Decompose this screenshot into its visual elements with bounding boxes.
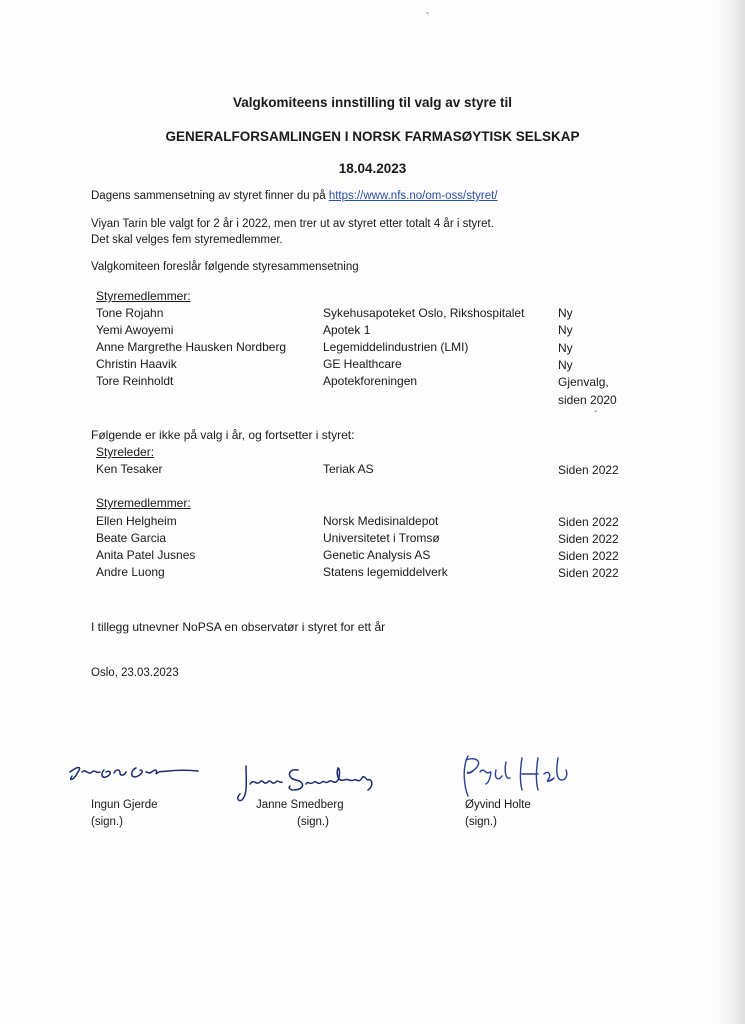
composition-link[interactable]: https://www.nfs.no/om-oss/styret/ [328, 190, 498, 202]
member-name: Anita Patel Jusnes [96, 548, 196, 562]
composition-line [91, 190, 498, 202]
member-name: Ellen Helgheim [96, 514, 177, 528]
member-name: Yemi Awoyemi [96, 323, 174, 337]
member-name: Anne Margrethe Hausken Nordberg [96, 340, 287, 354]
proposal-text: Valgkomiteen foreslår følgende styresammensetning [91, 261, 359, 273]
leader-name: Ken Tesaker [96, 462, 163, 476]
member-status: Siden 2022 [558, 515, 619, 529]
member-name: Beate Garcia [96, 531, 167, 545]
leader-org: Teriak AS [323, 462, 374, 476]
member-org: Statens legemiddelverk [323, 565, 448, 579]
signer-name: Ingun Gjerde [91, 799, 158, 811]
note-line-2: Det skal velges fem styremedlemmer. [91, 234, 283, 246]
continuing-intro: Følgende er ikke på valg i år, og fortsetter i styret: [91, 428, 355, 442]
member-name: Christin Haavik [96, 357, 177, 371]
document-date: 18.04.2023 [338, 161, 407, 176]
member-name: Andre Luong [96, 565, 165, 579]
document-subtitle: GENERALFORSAMLINGEN I NORSK FARMASØYTISK SELSKAP [165, 129, 580, 144]
member-org: Norsk Medisinaldepot [323, 514, 439, 528]
document-title: Valgkomiteens innstilling til valg av styre til [232, 95, 513, 110]
signer-sign: (sign.) [297, 816, 329, 828]
scan-mark: - [426, 8, 430, 19]
signer-sign: (sign.) [465, 816, 497, 828]
member-status: Ny [558, 323, 573, 337]
member-org: Apotek 1 [323, 323, 371, 337]
member-org: Apotekforeningen [323, 374, 418, 388]
scan-mark: - [594, 406, 598, 417]
place-date: Oslo, 23.03.2023 [91, 667, 179, 679]
scan-edge-shadow [717, 0, 745, 1024]
member-status: Ny [558, 306, 573, 320]
signer-sign: (sign.) [91, 816, 123, 828]
member-status: Siden 2022 [558, 532, 619, 546]
proposed-heading: Styremedlemmer: [96, 289, 191, 303]
member-status: Siden 2022 [558, 549, 619, 563]
leader-heading: Styreleder: [96, 445, 155, 459]
member-status: Ny [558, 358, 573, 372]
signer-name: Øyvind Holte [465, 799, 531, 811]
member-status-since: siden 2020 [558, 393, 617, 407]
member-org: Sykehusapoteket Oslo, Rikshospitalet [323, 306, 525, 320]
member-status: Ny [558, 341, 573, 355]
member-status: Gjenvalg, [558, 375, 609, 389]
continuing-members-heading: Styremedlemmer: [96, 496, 191, 510]
member-name: Tone Rojahn [96, 306, 164, 320]
leader-status: Siden 2022 [558, 463, 619, 477]
member-org: Genetic Analysis AS [323, 548, 431, 562]
member-org: Legemiddelindustrien (LMI) [323, 340, 469, 354]
member-status: Siden 2022 [558, 566, 619, 580]
composition-text: Dagens sammensetning av styret finner du på [91, 190, 326, 202]
note-line-1: Viyan Tarin ble valgt for 2 år i 2022, men trer ut av styret etter totalt 4 år i styret. [91, 218, 494, 230]
member-name: Tore Reinholdt [96, 374, 174, 388]
signer-name: Janne Smedberg [256, 799, 344, 811]
observer-note: I tillegg utnevner NoPSA en observatør i styret for ett år [91, 620, 386, 634]
member-org: GE Healthcare [323, 357, 402, 371]
signature-ingun [64, 760, 204, 795]
member-org: Universitetet i Tromsø [323, 531, 440, 545]
